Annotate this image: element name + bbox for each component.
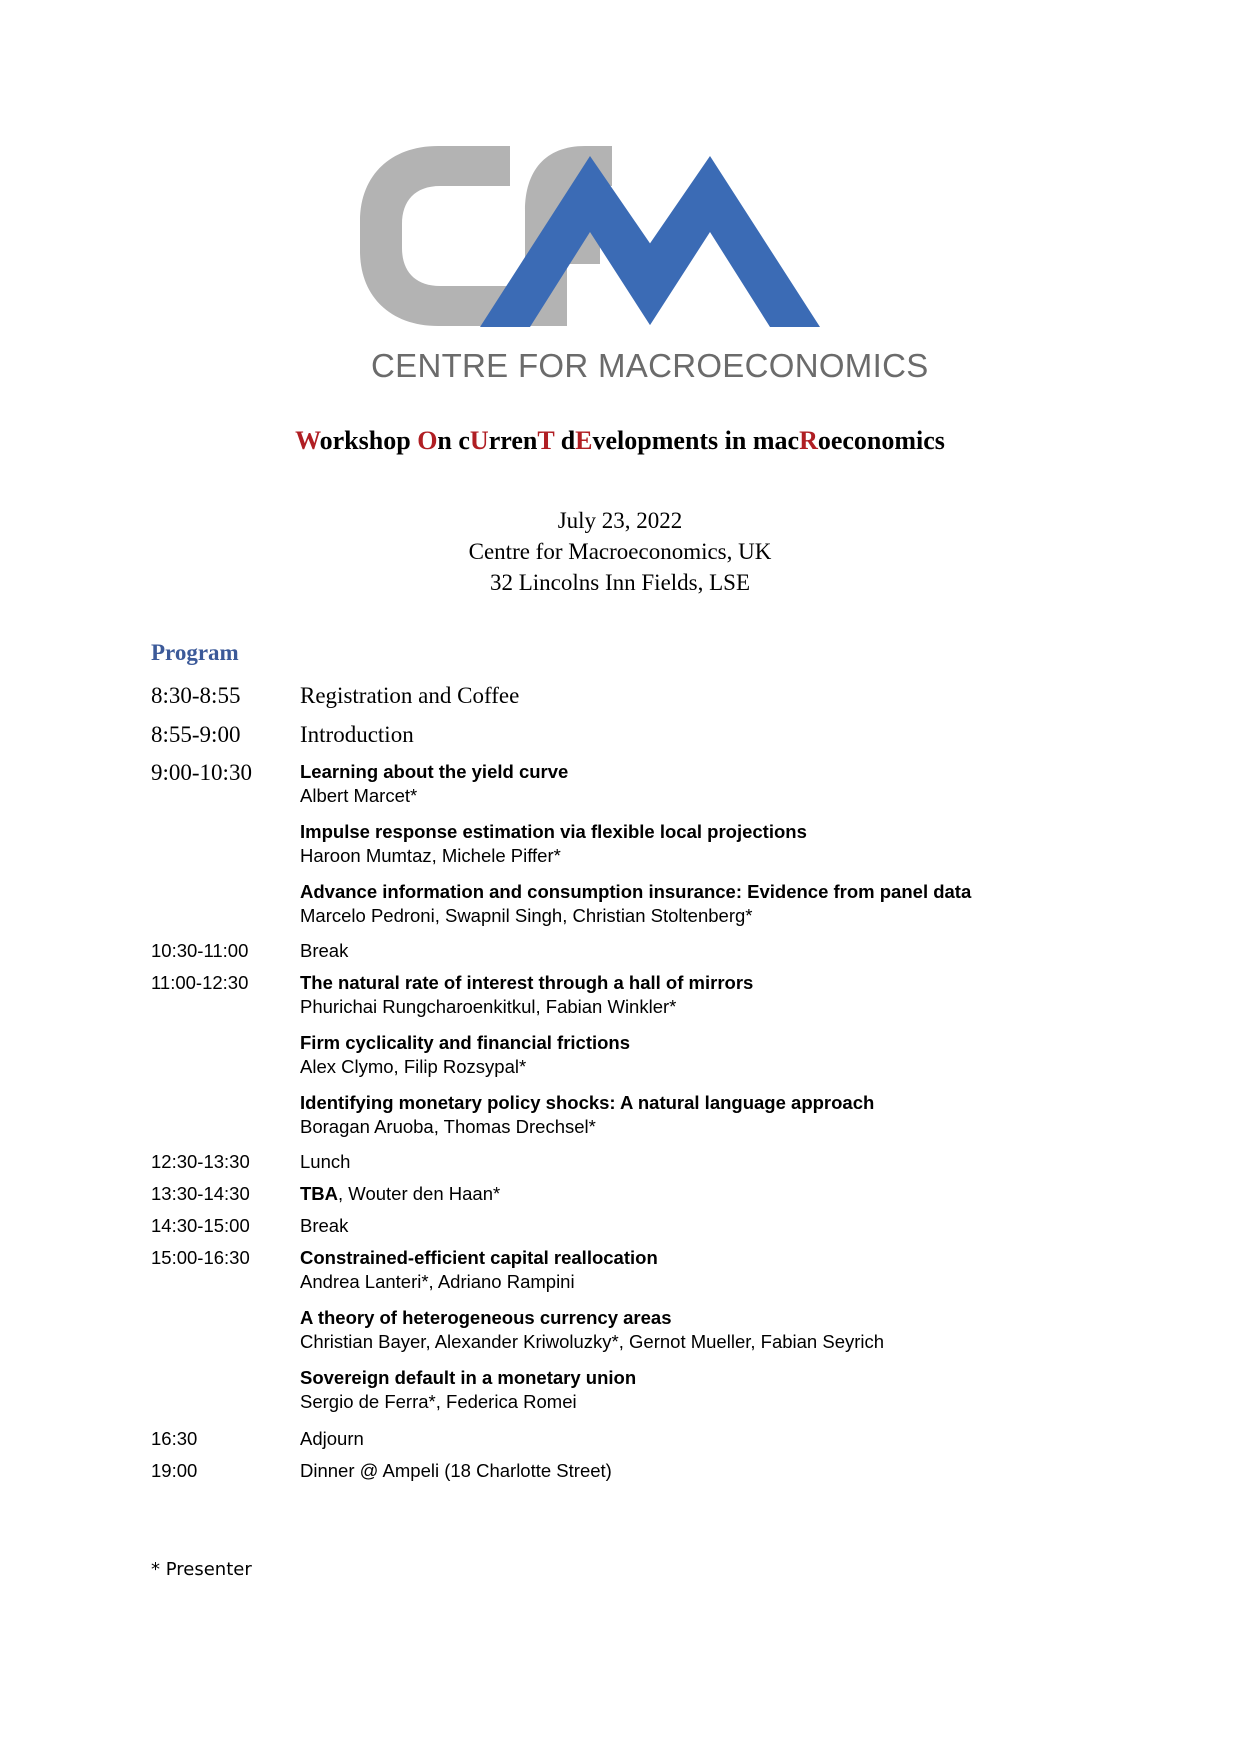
talk-title: Firm cyclicality and financial frictions [300, 1032, 631, 1053]
session-content [300, 683, 1200, 709]
talk-authors: Haroon Mumtaz, Michele Piffer* [300, 845, 561, 866]
session-text: Lunch [300, 1151, 351, 1172]
session-time: 8:55-9:00 [151, 722, 241, 747]
event-address: 32 Lincolns Inn Fields, LSE [489, 570, 751, 595]
talk-title: A theory of heterogeneous currency areas [300, 1307, 672, 1328]
talk [300, 760, 1200, 808]
session-text: , Wouter den Haan* [338, 1183, 501, 1204]
talk [300, 971, 1200, 1019]
session-content [300, 722, 1200, 748]
talk-authors: Sergio de Ferra*, Federica Romei [300, 1391, 577, 1412]
talk [300, 1246, 1200, 1294]
talk-authors: Andrea Lanteri*, Adriano Rampini [300, 1271, 575, 1292]
session-content [300, 1214, 1200, 1238]
talk-title: Impulse response estimation via flexible local projections [300, 821, 807, 842]
session-time: 19:00 [151, 1460, 198, 1481]
title-initial-letter: E [575, 426, 593, 455]
talk [300, 880, 1200, 928]
talk-authors: Albert Marcet* [300, 785, 418, 806]
talk-authors: Marcelo Pedroni, Swapnil Singh, Christian Stoltenberg* [300, 905, 753, 926]
session-text: Break [300, 1215, 349, 1236]
talk [300, 1366, 1200, 1414]
talk-title: Learning about the yield curve [300, 761, 569, 782]
session-content [300, 971, 1200, 1151]
session-time: 13:30-14:30 [151, 1183, 250, 1204]
talk-authors: Phurichai Rungcharoenkitkul, Fabian Winkler* [300, 996, 677, 1017]
session-text: Adjourn [300, 1428, 364, 1449]
title-text: d [554, 426, 576, 455]
presenter-footnote: * Presenter [151, 1559, 252, 1580]
session-content [300, 1182, 1200, 1206]
session-time: 14:30-15:00 [151, 1215, 250, 1236]
title-initial-letter: O [417, 426, 438, 455]
title-initial-letter: T [537, 426, 555, 455]
talk-authors: Alex Clymo, Filip Rozsypal* [300, 1056, 527, 1077]
title-text: orkshop [319, 426, 418, 455]
talk [300, 1091, 1200, 1139]
talk-title: Identifying monetary policy shocks: A natural language approach [300, 1092, 875, 1113]
session-content [300, 760, 1200, 940]
talk [300, 1306, 1200, 1354]
session-time: 10:30-11:00 [151, 940, 249, 961]
session-time: 11:00-12:30 [151, 972, 249, 993]
talk-authors: Christian Bayer, Alexander Kriwoluzky*, Gernot Mueller, Fabian Seyrich [300, 1331, 885, 1352]
event-details [0, 505, 1240, 598]
talk [300, 1031, 1200, 1079]
title-initial-letter: W [295, 426, 320, 455]
session-content [300, 1427, 1200, 1451]
session-time: 12:30-13:30 [151, 1151, 250, 1172]
session-content [300, 939, 1200, 963]
talk-title: Constrained-efficient capital reallocation [300, 1247, 658, 1268]
talk-authors: Boragan Aruoba, Thomas Drechsel* [300, 1116, 596, 1137]
title-initial-letter: U [469, 426, 489, 455]
session-content [300, 1246, 1200, 1426]
session-title: TBA [300, 1183, 339, 1204]
session-text: Introduction [300, 722, 414, 747]
title-text: n c [437, 426, 470, 455]
talk-title: The natural rate of interest through a hall of mirrors [300, 972, 754, 993]
talk-title: Sovereign default in a monetary union [300, 1367, 637, 1388]
program-heading: Program [151, 640, 239, 665]
session-content [300, 1459, 1200, 1483]
session-time: 16:30 [151, 1428, 198, 1449]
logo-letter-c [360, 146, 510, 326]
event-venue: Centre for Macroeconomics, UK [468, 539, 772, 564]
title-initial-letter: R [799, 426, 818, 455]
session-time: 15:00-16:30 [151, 1247, 250, 1268]
title-text: velopments in mac [592, 426, 800, 455]
event-date: July 23, 2022 [557, 508, 683, 533]
workshop-title [0, 426, 1240, 456]
talk-title: Advance information and consumption insurance: Evidence from panel data [300, 881, 972, 902]
logo-caption: CENTRE FOR MACROECONOMICS [371, 347, 929, 384]
title-text: rren [488, 426, 538, 455]
session-text: Registration and Coffee [300, 683, 520, 708]
session-content [300, 1150, 1200, 1174]
title-text: oeconomics [817, 426, 945, 455]
session-text: Break [300, 940, 349, 961]
session-time: 8:30-8:55 [151, 683, 241, 708]
talk [300, 820, 1200, 868]
session-time: 9:00-10:30 [151, 760, 252, 785]
cfm-logo-mark [360, 146, 880, 336]
session-text: Dinner @ Ampeli (18 Charlotte Street) [300, 1460, 612, 1481]
